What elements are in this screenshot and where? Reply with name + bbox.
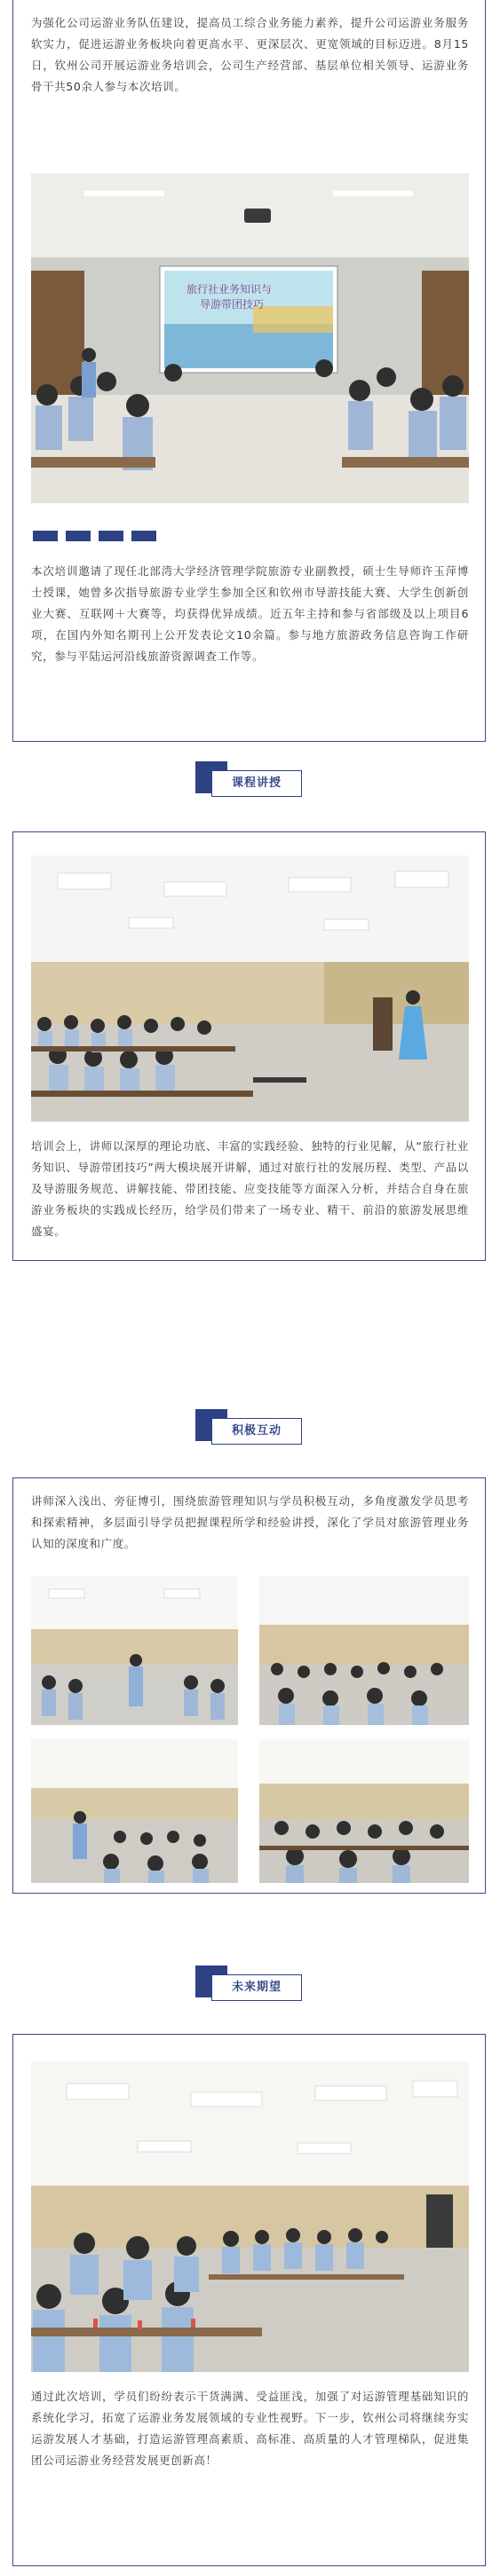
slide-title-line2: 导游带团技巧 [200,298,265,311]
course-card [12,831,486,1261]
course-paragraph: 培训会上，讲师以深厚的理论功底、丰富的实践经验、独特的行业见解，从“旅行社业务知识、导游带团技巧”两大模块展开讲解，通过对旅行社的发展历程、类型、产品以及导游服务规范、讲解技能、带团技能、应变技能等方面深入分析，并结合自身在旅游业务板块的实践成长经历，给学员们带来了一场专业、精干、前沿的旅游发展思维盛宴。 [31,1139,469,1238]
participants-photo [31,2061,469,2372]
section-title-outlook: 未来期望 [231,1981,282,1994]
section-header-interaction [195,1409,307,1445]
classroom-wide-photo [31,855,469,1122]
divider-square [33,531,58,541]
lecture-hall-photo [31,173,469,503]
section-header-course [195,761,307,797]
interaction-photo-2 [259,1576,469,1725]
divider-square [131,531,156,541]
outlook-paragraph: 通过此次培训，学员们纷纷表示干货满满、受益匪浅，加强了对运游管理基础知识的系统化学习，拓宽了运游业务发展领域的专业性视野。下一步，钦州公司将继续夯实运游发展人才基础，打造运游管理高素质、高标准、高质量的人才管理梯队，促进集团公司运游业务经营发展更创新高！ [31,2390,469,2467]
interaction-paragraph: 讲师深入浅出、旁征博引，围绕旅游管理知识与学员积极互动，多角度激发学员思考和探索精神，多层面引导学员把握课程所学和经验讲授，深化了学员对旅游管理业务认知的深度和广度。 [31,1494,469,1550]
intro-card [12,0,486,742]
section-header-outlook [195,1965,307,2001]
divider-square [66,531,91,541]
interaction-photo-1 [31,1576,238,1725]
section-divider-squares [33,531,156,541]
divider-square [99,531,123,541]
intro-paragraph: 为强化公司运游业务队伍建设，提高员工综合业务能力素养，提升公司运游业务服务软实力，促进运游业务板块向着更高水平、更深层次、更宽领域的目标迈进。8月15日，钦州公司开展运游业务培训会，公司生产经营部、基层单位相关领导、运游业务骨干共50余人参与本次培训。 [31,16,469,93]
outlook-card [12,2034,486,2566]
slide-title-line1: 旅行社业务知识与 [187,283,273,295]
interaction-card [12,1477,486,1894]
interaction-photo-3 [31,1739,238,1883]
section-title-course: 课程讲授 [231,776,282,790]
lecturer-paragraph: 本次培训邀请了现任北部湾大学经济管理学院旅游专业副教授，硕士生导师许玉萍博士授课，她曾多次指导旅游专业学生参加全区和钦州市导游技能大赛、大学生创新创业大赛、互联网＋大赛等，均获得优异成绩。近五年主持和参与省部级及以上项目6项，在国内外知名期刊上公开发表论文10余篇。参与地方旅游政务信息咨询工作研究，参与平陆运河沿线旅游资源调查工作等。 [31,564,469,663]
section-title-interaction: 积极互动 [231,1424,282,1438]
interaction-photo-4 [259,1739,469,1883]
